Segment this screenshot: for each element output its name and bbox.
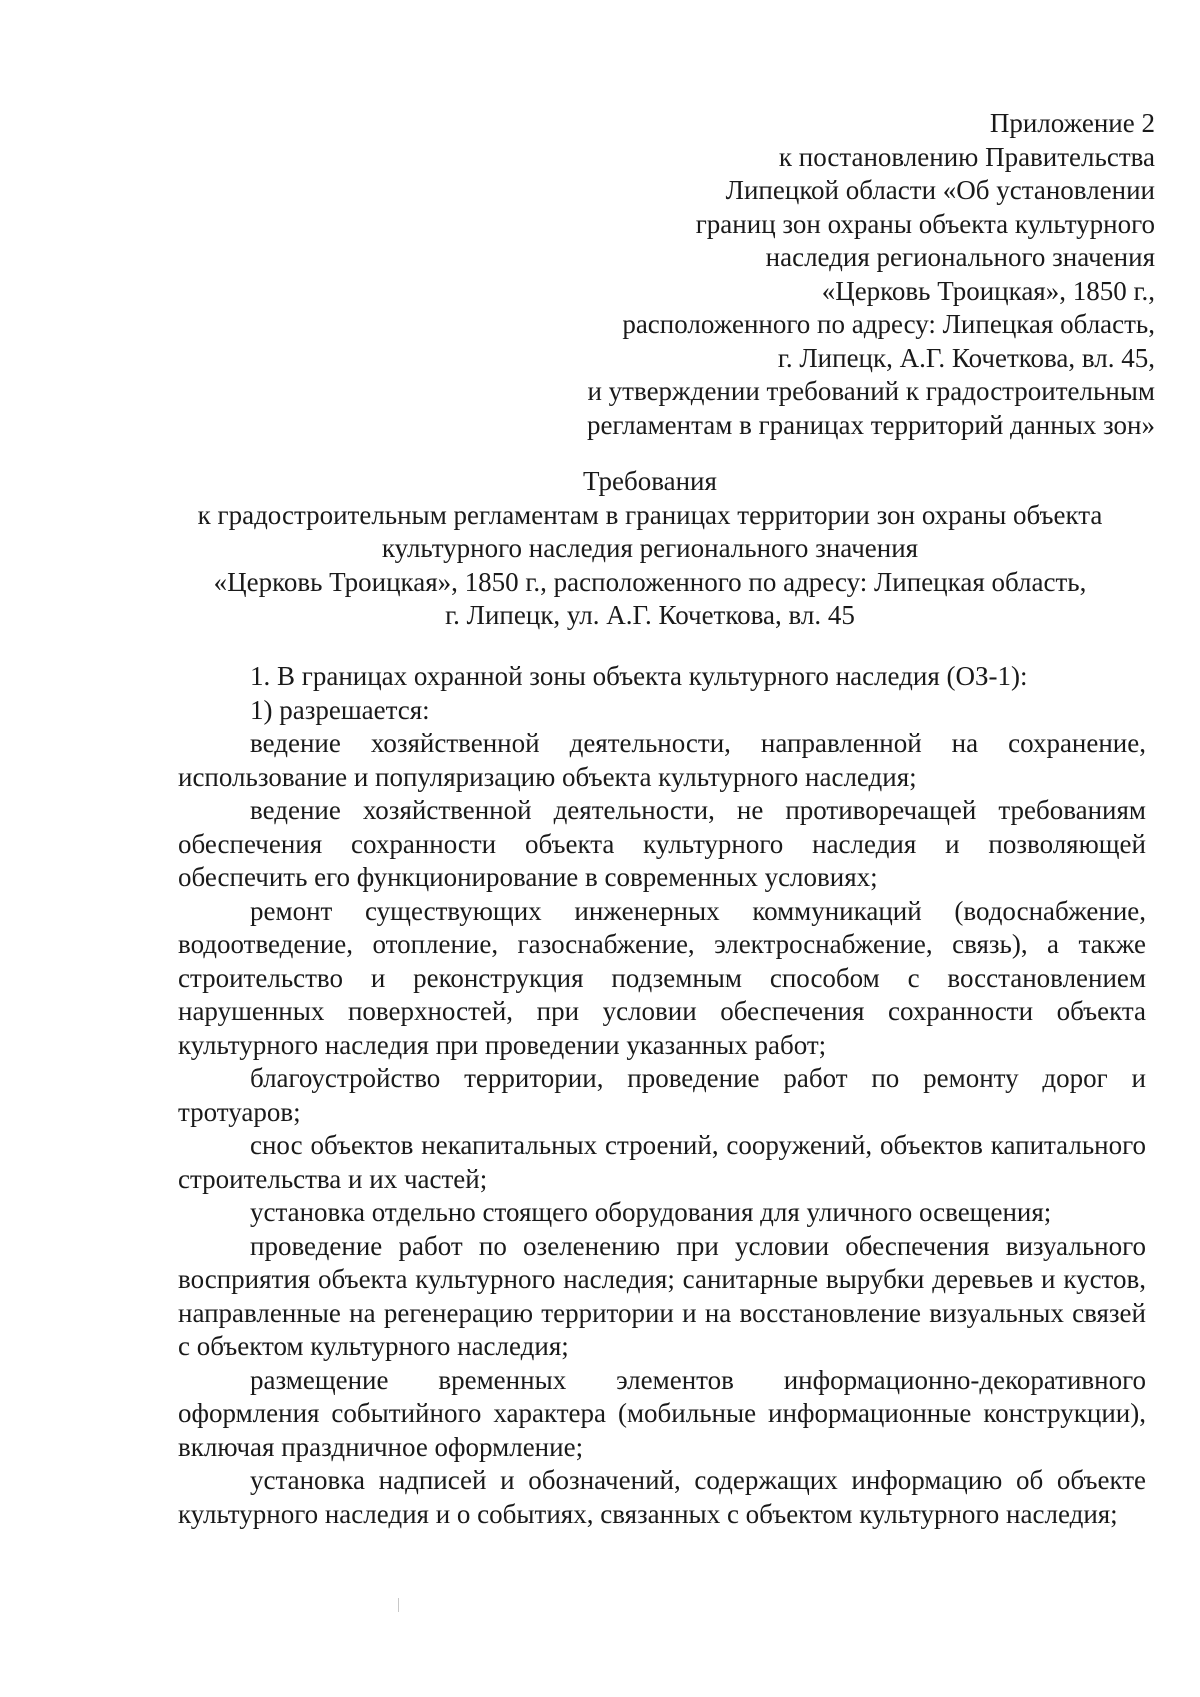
- list-item: размещение временных элементов информационно-декоративного оформления событийного характера (мобильные информационные конструкции), включая праздничное оформление;: [178, 1364, 1146, 1462]
- list-item: проведение работ по озеленению при условии обеспечения визуального восприятия объекта культурного наследия; санитарные вырубки деревьев и кустов, направленные на регенерацию территории и на восстановление визуальных связей с объектом культурного наследия;: [178, 1230, 1146, 1361]
- appendix-line: Липецкой области «Об установлении: [725, 175, 1155, 205]
- appendix-line: и утверждении требований к градостроительным: [587, 376, 1155, 406]
- appendix-line: Приложение 2: [989, 108, 1155, 138]
- subsection-heading: 1) разрешается:: [250, 694, 430, 725]
- document-title: [150, 465, 1150, 633]
- appendix-header: [495, 107, 1155, 442]
- appendix-line: расположенного по адресу: Липецкая область,: [622, 309, 1155, 339]
- document-body: [178, 660, 1146, 1531]
- appendix-line: «Церковь Троицкая», 1850 г.,: [821, 275, 1155, 306]
- appendix-line: к постановлению Правительства: [778, 141, 1155, 172]
- list-item: ремонт существующих инженерных коммуникаций (водоснабжение, водоотведение, отопление, газоснабжение, электроснабжение, связь), а также строительство и реконструкция подземным способом с восстановлением нарушенных поверхностей, при условии обеспечения сохранности объекта культурного наследия при проведении указанных работ;: [178, 895, 1146, 1060]
- title-heading: Требования: [583, 466, 717, 496]
- title-line: культурного наследия регионального значения: [381, 533, 919, 563]
- appendix-line: г. Липецк, А.Г. Кочеткова, вл. 45,: [777, 342, 1155, 373]
- list-item: ведение хозяйственной деятельности, направленной на сохранение, использование и популяризацию объекта культурного наследия;: [178, 728, 1146, 792]
- title-line: к градостроительным регламентам в границах территории зон охраны объекта: [197, 499, 1103, 530]
- list-item: благоустройство территории, проведение работ по ремонту дорог и тротуаров;: [178, 1063, 1146, 1127]
- list-item: ведение хозяйственной деятельности, не противоречащей требованиям обеспечения сохранности объекта культурного наследия и позволяющей обеспечить его функционирование в современных условиях;: [178, 795, 1146, 892]
- appendix-line: регламентам в границах территорий данных зон»: [586, 409, 1155, 440]
- appendix-line: наследия регионального значения: [765, 242, 1155, 272]
- list-item: установка надписей и обозначений, содержащих информацию об объекте культурного наследия и о событиях, связанных с объектом культурного наследия;: [178, 1465, 1146, 1529]
- title-line: «Церковь Троицкая», 1850 г., расположенного по адресу: Липецкая область,: [213, 566, 1087, 597]
- list-item: установка отдельно стоящего оборудования для уличного освещения;: [250, 1197, 1052, 1227]
- appendix-line: границ зон охраны объекта культурного: [695, 208, 1155, 239]
- scan-artifact: [398, 1598, 399, 1612]
- title-line: г. Липецк, ул. А.Г. Кочеткова, вл. 45: [445, 600, 855, 630]
- list-item: снос объектов некапитальных строений, сооружений, объектов капитального строительства и их частей;: [178, 1130, 1146, 1194]
- section-heading: 1. В границах охранной зоны объекта культурного наследия (ОЗ-1):: [250, 661, 1028, 691]
